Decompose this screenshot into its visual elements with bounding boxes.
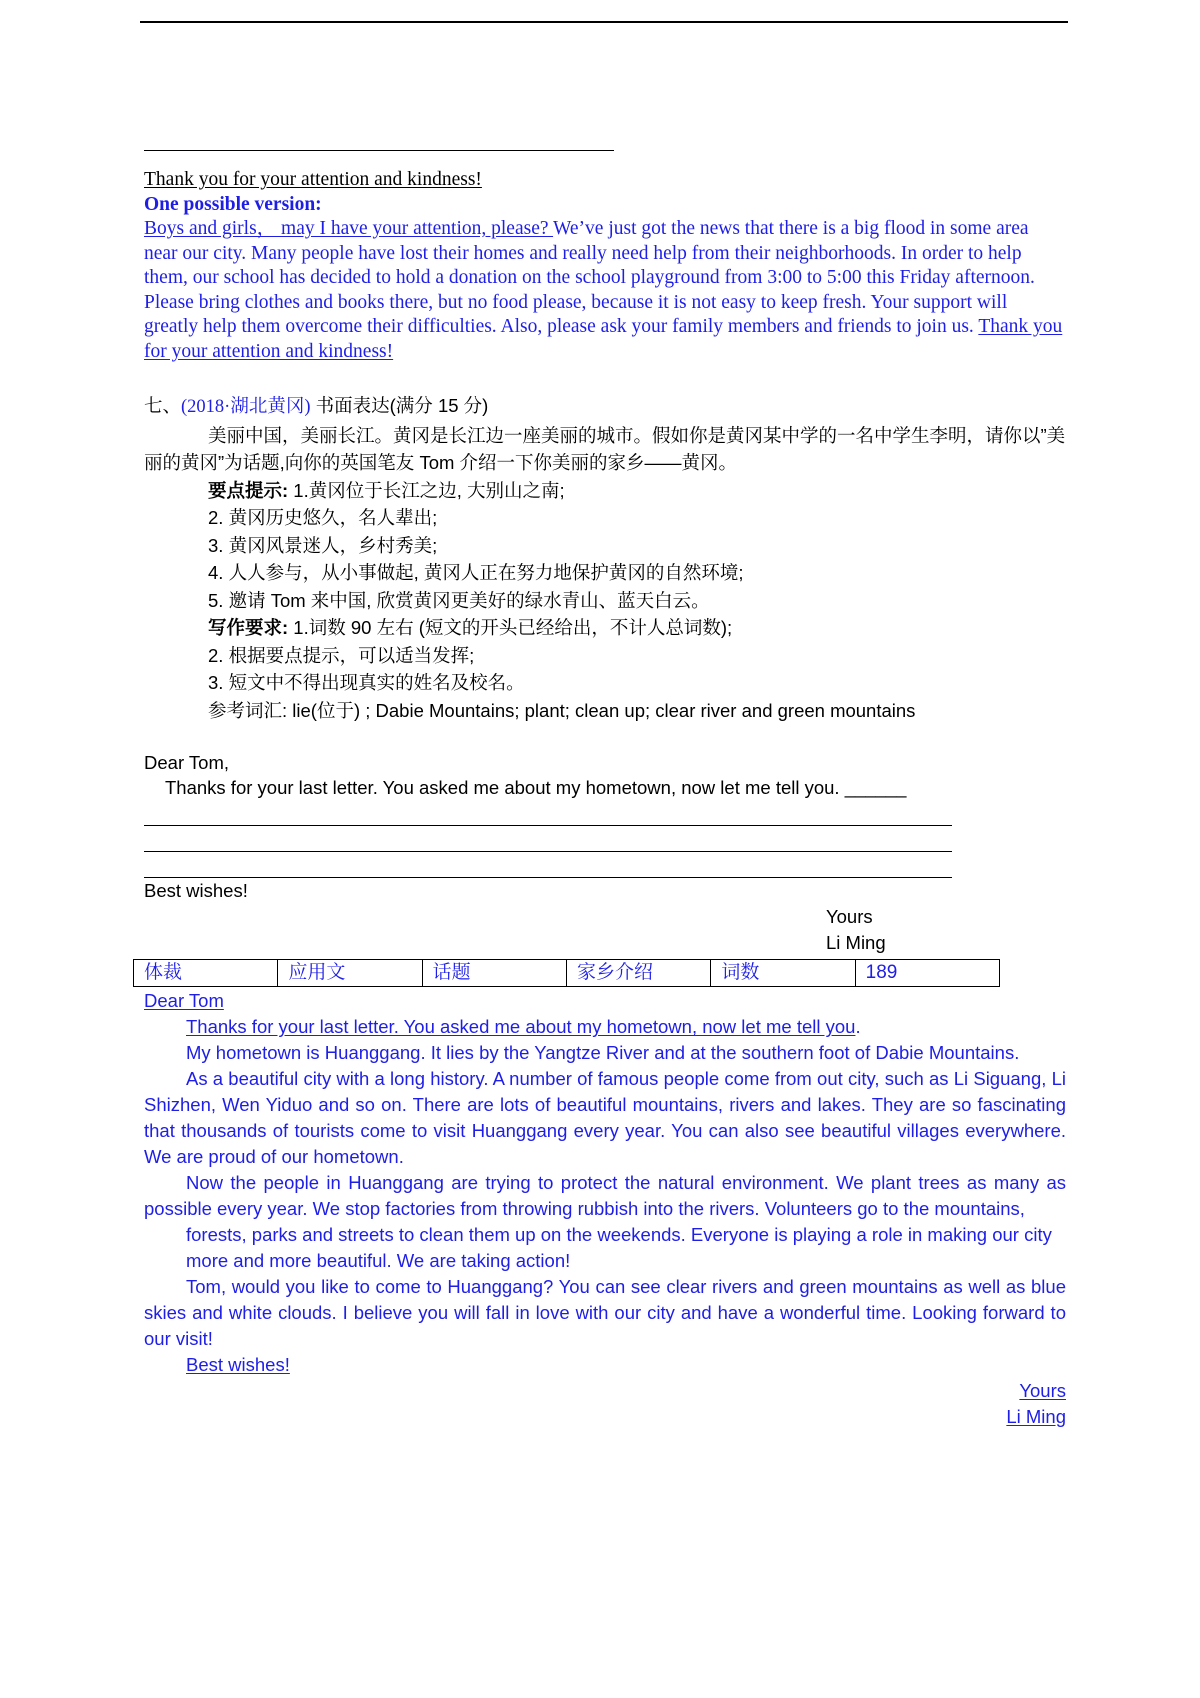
requirement-item: 3. 短文中不得出现真实的姓名及校名。 — [208, 672, 525, 693]
sample-body: We’ve just got the news that there is a big flood in some area near our city. Many people have lost their homes and really need help from their neighborhoods. In order to help them, our school has decided to hold a donation on the school playground from 3:00 to 5:00 this Friday afternoon. Please bring clothes and books there, but no food please, because it is not easy to keep fresh. Your support will greatly help them overcome their difficulties. Also, please ask your family members and friends to join us. — [144, 218, 1035, 337]
points-line-1 — [144, 477, 1068, 505]
table-cell: 体裁 — [134, 960, 278, 987]
letter-sign-yours: Yours — [826, 906, 873, 927]
sample-closing: Thank you for your attention and kindness! — [144, 316, 1063, 362]
requirement-item: 1.词数 90 左右 (短文的开头已经给出，不计人总词数); — [288, 617, 733, 638]
essay-intro-end: . — [855, 1016, 861, 1037]
essay-closing-line — [144, 1352, 1066, 1378]
points-label: 要点提示: — [208, 479, 289, 501]
essay-sign-yours: Yours — [1019, 1380, 1066, 1401]
table-cell: 词数 — [711, 960, 855, 987]
essay-intro — [144, 1014, 1066, 1040]
essay-intro-text: Thanks for your last letter. You asked me about my hometown, now let me tell you — [186, 1016, 856, 1037]
version-label: One possible version: — [144, 193, 322, 215]
question-number: 七、 — [144, 395, 182, 416]
point-item: 1.黄冈位于长江之边, 大别山之南; — [288, 479, 565, 501]
vocab-hint: 参考词汇: lie(位于) ; Dabie Mountains; plant; clean up; clear river and green mountains — [208, 699, 916, 721]
question-prompt: 美丽中国，美丽长江。黄冈是长江边一座美丽的城市。假如你是黄冈某中学的一名中学生李明，请你以”美丽的黄冈”为话题,向你的英国笔友 Tom 介绍一下你美丽的家乡——黄冈。 — [144, 424, 1066, 473]
header-rule — [140, 21, 1068, 23]
letter-sign-name: Li Ming — [826, 932, 886, 953]
letter-closing: Best wishes! — [144, 880, 248, 901]
essay-greeting: Dear Tom — [144, 990, 224, 1011]
essay-paragraph: more and more beautiful. We are taking action! — [186, 1250, 571, 1271]
point-item: 2. 黄冈历史悠久，名人辈出; — [208, 507, 438, 528]
part1-closing-line: Thank you for your attention and kindness! — [144, 169, 482, 190]
sample-opening: Boys and girls， may I have your attention, please? — [144, 218, 554, 239]
table-cell: 家乡介绍 — [566, 960, 710, 987]
point-item: 4. 人人参与，从小事做起, 黄冈人正在努力地保护黄冈的自然环境; — [208, 562, 744, 583]
question-heading — [144, 392, 1068, 422]
part2-section — [144, 392, 1068, 724]
requirements-label: 写作要求: — [208, 617, 289, 638]
table-cell: 应用文 — [278, 960, 422, 987]
essay-paragraph: forests, parks and streets to clean them up on the weekends. Everyone is playing a role in making our city — [186, 1224, 1052, 1245]
essay-sign-name: Li Ming — [1006, 1406, 1066, 1427]
model-essay — [144, 988, 1066, 1430]
essay-paragraph: Now the people in Huanggang are trying to protect the natural environment. We plant trees as many as possible every year. We stop factories from throwing rubbish into the rivers. Volunteers go to the mountains, — [144, 1172, 1066, 1219]
part1-section — [144, 168, 1064, 364]
question-source: (2018·湖北黄冈) — [181, 397, 311, 417]
point-item: 5. 邀请 Tom 来中国, 欣赏黄冈更美好的绿水青山、蓝天白云。 — [208, 589, 710, 611]
essay-paragraph: As a beautiful city with a long history. A number of famous people come from out city, such as Li Siguang, Li Shizhen, Wen Yiduo and so on. There are lots of beautiful mountains, rivers and lakes. They are so fascinating that thousands of tourists come to visit Huanggang every year. You can also see beautiful villages everywhere. We are proud of our hometown. — [144, 1068, 1066, 1167]
writing-blank-line — [144, 825, 952, 826]
writing-blank-line — [144, 851, 952, 852]
requirements-line-1 — [144, 614, 1068, 642]
essay-paragraph: Tom, would you like to come to Huanggang? You can see clear rivers and green mountains as well as blue skies and white clouds. I believe you will fall in love with our city and have a wonderful time. Looking forward to our visit! — [144, 1276, 1066, 1349]
letter-greeting: Dear Tom, — [144, 752, 229, 773]
essay-closing: Best wishes! — [186, 1354, 290, 1375]
point-item: 3. 黄冈风景迷人，乡村秀美; — [208, 534, 438, 556]
table-row — [134, 960, 1000, 987]
essay-sign-name-line — [144, 1404, 1066, 1430]
writing-blank-line — [144, 877, 952, 878]
essay-info-table — [133, 959, 1000, 987]
essay-sign-yours-line — [144, 1378, 1066, 1404]
essay-paragraph: My hometown is Huanggang. It lies by the Yangtze River and at the southern foot of Dabie Mountains. — [186, 1042, 1020, 1063]
letter-first-line: Thanks for your last letter. You asked me about my hometown, now let me tell you. ______ — [165, 777, 907, 798]
table-cell: 189 — [855, 960, 999, 987]
table-cell: 话题 — [422, 960, 566, 987]
question-title: 书面表达(满分 15 分) — [310, 395, 489, 416]
answer-blank-line — [144, 150, 614, 151]
sample-passage — [144, 217, 1064, 364]
requirement-item: 2. 根据要点提示，可以适当发挥; — [208, 644, 475, 666]
